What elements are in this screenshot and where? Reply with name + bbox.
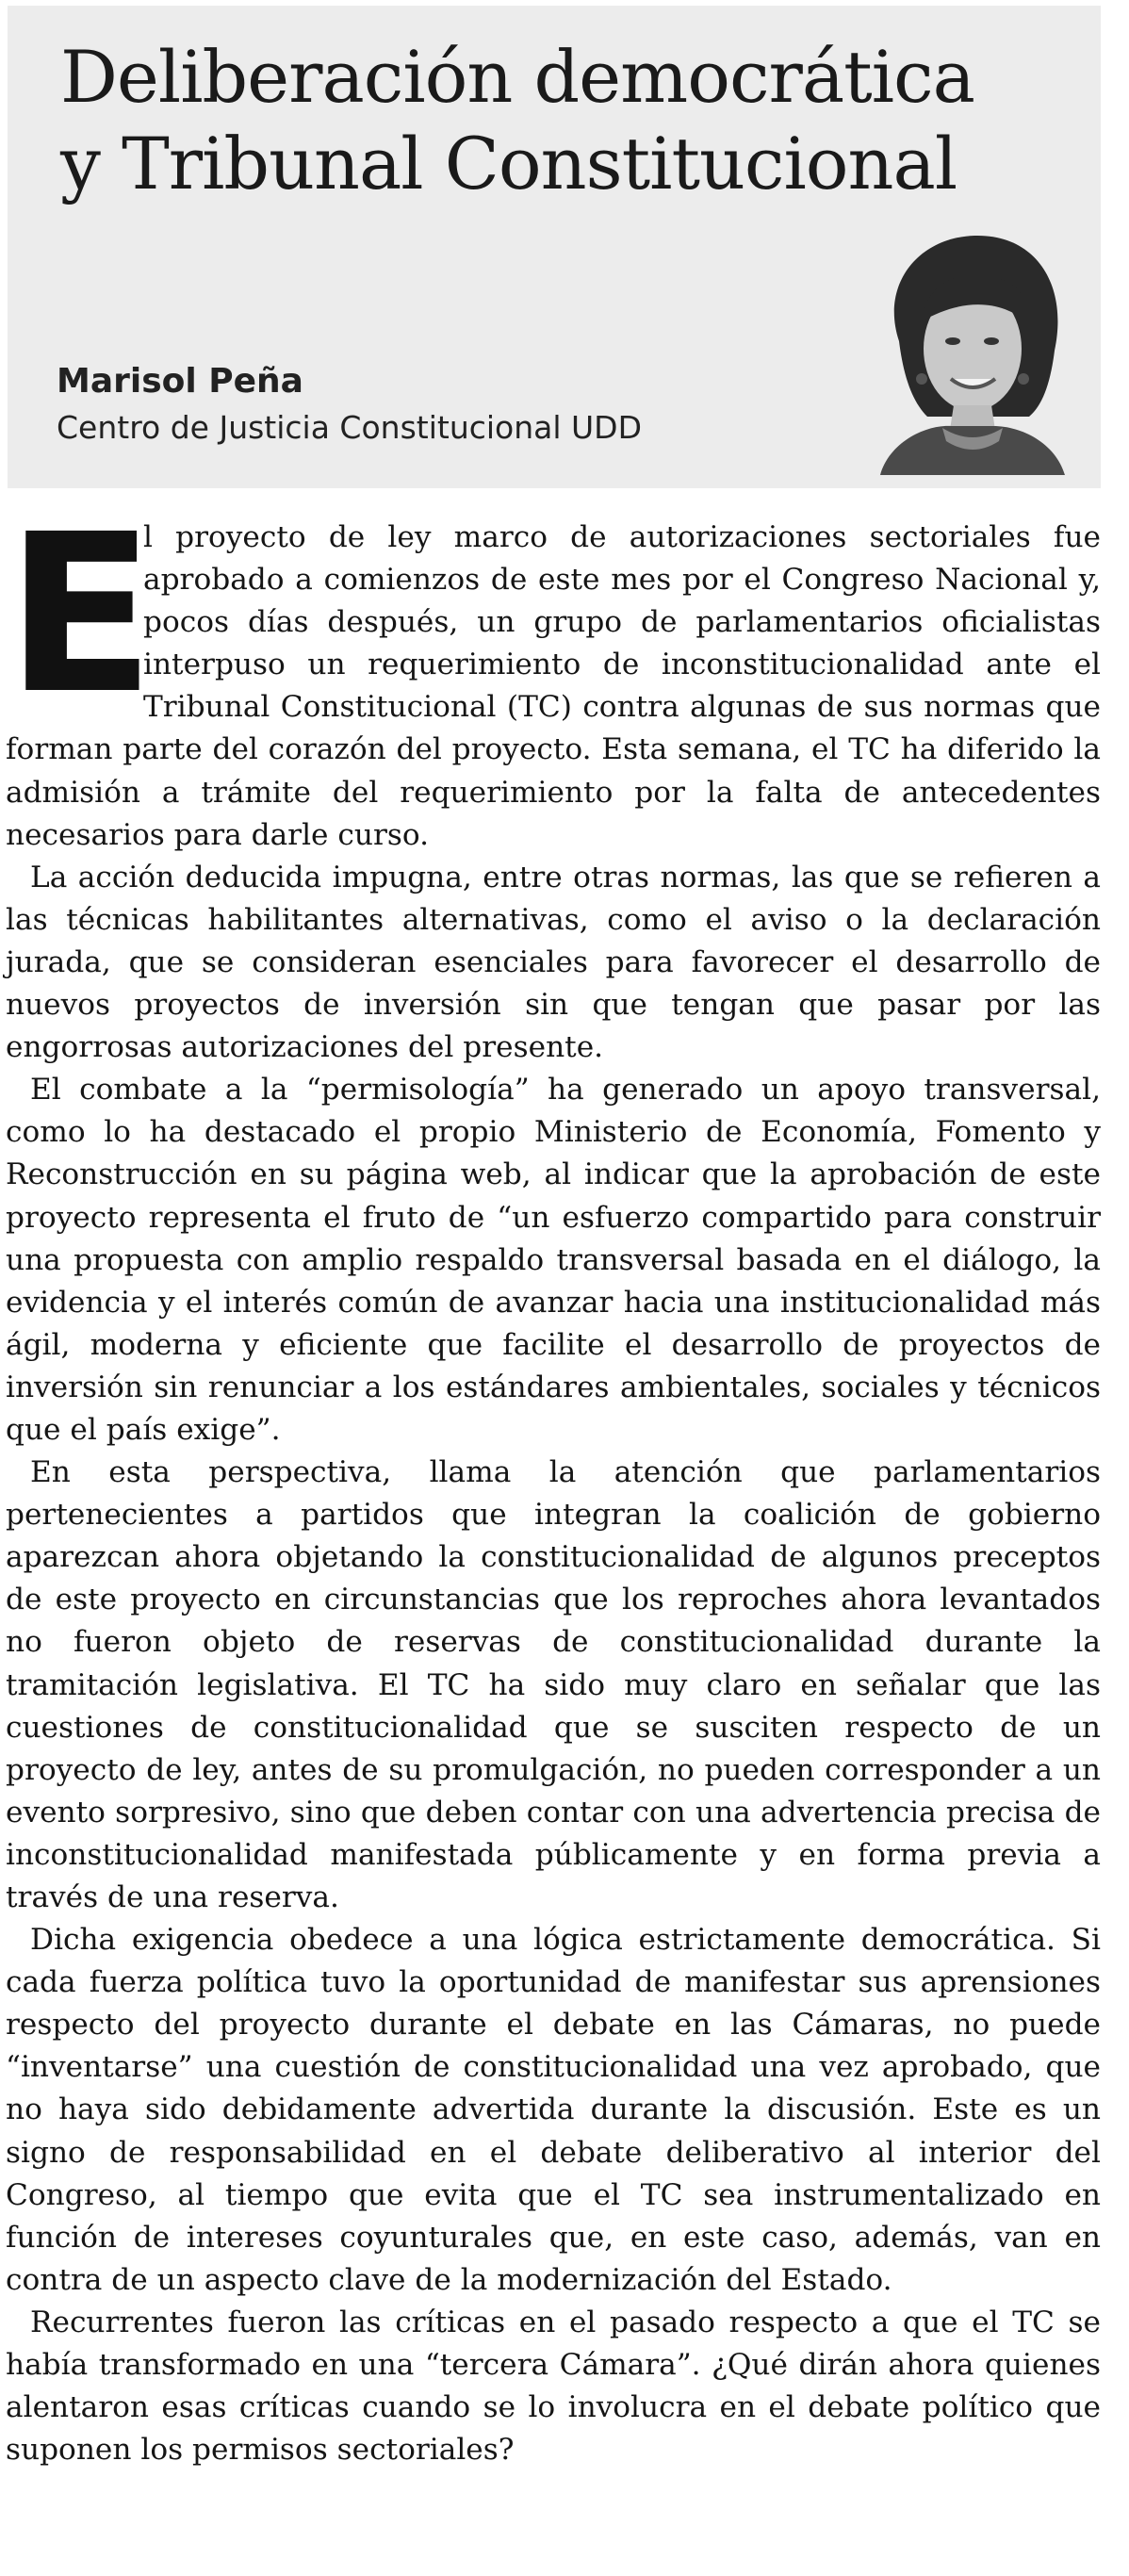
paragraph-1-text: l proyecto de ley marco de autorizaciones sectoriales fue aprobado a comienzos de este mes por el Congreso Nacional y, pocos días después, un grupo de parlamentarios oficialistas interpuso un requerimiento de inconstitucionalidad ante el Tribunal Constitucional (TC) contra algunas de sus normas que forman parte del corazón del proyecto. Esta semana, el TC ha diferido la admisión a trámite del requerimiento por la falta de antecedentes necesarios para darle curso. [6,520,1101,852]
paragraph-4: En esta perspectiva, llama la atención que parlamentarios pertenecientes a partidos que integran la coalición de gobierno aparezcan ahora objetando la constitucionalidad de algunos preceptos de este proyecto en circunstancias que los reproches ahora levantados no fueron objeto de reservas de constitucionalidad durante la tramitación legislativa. El TC ha sido muy claro en señalar que las cuestiones de constitucionalidad que se susciten respecto de un proyecto de ley, antes de su promulgación, no pueden corresponder a un evento sorpresivo, sino que deben contar con una advertencia precisa de inconstitucionalidad manifestada públicamente y en forma previa a través de una reserva. [6,1455,1101,1914]
author-name: Marisol Peña [57,362,303,401]
title-line-2: y Tribunal Constitucional [60,122,957,205]
paragraph-1 [6,487,1101,857]
paragraph-5: Dicha exigencia obedece a una lógica estrictamente democrática. Si cada fuerza política tuvo la oportunidad de manifestar sus aprensiones respecto del proyecto durante el debate en las Cámaras, no puede “inventarse” una cuestión de constitucionalidad una vez aprobado, que no haya sido debidamente advertida durante la discusión. Este es un signo de responsabilidad en el debate deliberativo al interior del Congreso, al tiempo que evita que el TC sea instrumentalizado en función de intereses coyunturales que, en este caso, además, van en contra de un aspecto clave de la modernización del Estado. [6,1923,1101,2297]
title-line-1: Deliberación democrática [60,35,974,119]
article-header [8,6,1101,488]
article-title [60,34,1022,207]
paragraph-6: Recurrentes fueron las críticas en el pasado respecto a que el TC se había transformado en una “tercera Cámara”. ¿Qué dirán ahora quienes alentaron esas críticas cuando se lo involucra en el debate político que suponen los permisos sectoriales? [6,2305,1101,2468]
article-body [6,487,1101,2471]
svg-text:E: E [6,487,155,742]
author-affiliation: Centro de Justicia Constitucional UDD [57,409,643,446]
drop-cap-e [6,487,155,742]
paragraph-2: La acción deducida impugna, entre otras normas, las que se refieren a las técnicas habilitantes alternativas, como el aviso o la declaración jurada, que se consideran esenciales para favorecer el desarrollo de nuevos proyectos de inversión sin que tengan que pasar por las engorrosas autorizaciones del presente. [6,860,1101,1065]
author-portrait [861,228,1080,475]
paragraph-3: El combate a la “permisología” ha generado un apoyo transversal, como lo ha destacado el propio Ministerio de Economía, Fomento y Reconstrucción en su página web, al indicar que la aprobación de este proyecto representa el fruto de “un esfuerzo compartido para construir una propuesta con amplio respaldo transversal basada en el diálogo, la evidencia y el interés común de avanzar hacia una institucionalidad más ágil, moderna y eficiente que facilite el desarrollo de proyectos de inversión sin renunciar a los estándares ambientales, sociales y técnicos que el país exige”. [6,1073,1101,1447]
